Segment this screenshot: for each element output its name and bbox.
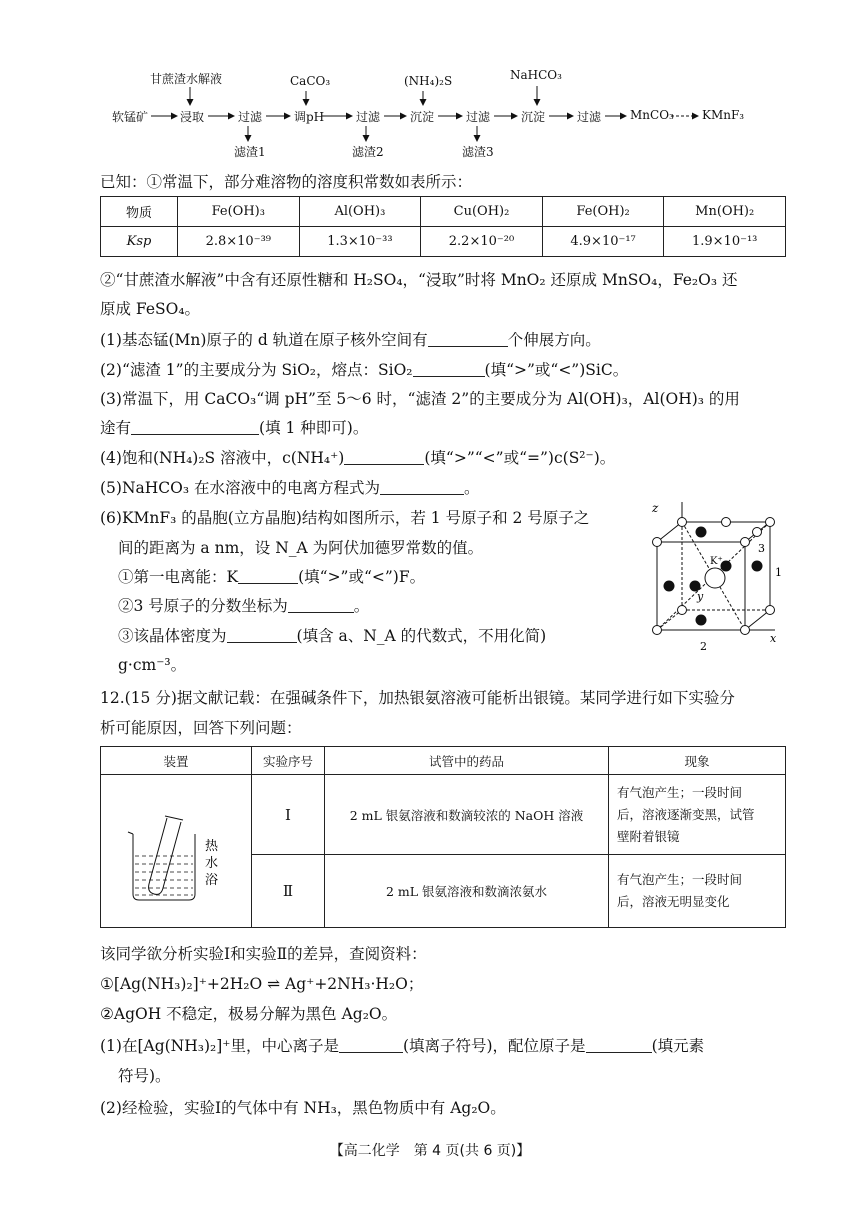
q12-sub1-text: (1)在[Ag(NH₃)₂]⁺里，中心离子是 xyxy=(100,1037,339,1055)
question-6-sub1-text: ①第一电离能：K xyxy=(118,568,239,586)
question-6-sub2 xyxy=(118,594,369,616)
flow-residue-1: 滤渣1 xyxy=(234,145,266,159)
flow-step-kmnf3: KMnF₃ xyxy=(702,108,745,122)
question-6-line2: 间的距离为 a nm，设 N_A 为阿伏加德罗常数的值。 xyxy=(118,539,484,557)
experiment-table xyxy=(100,746,786,928)
question-6-sub1-tail: (填“>”或“<”)F。 xyxy=(298,568,426,586)
question-1 xyxy=(100,328,601,350)
q12-sub1-line1 xyxy=(100,1034,704,1056)
question-4-tail: (填“>”“<”或“=”)c(S²⁻)。 xyxy=(424,449,616,467)
ksp-substance: Cu(OH)₂ xyxy=(421,197,543,227)
question-6-sub3 xyxy=(118,624,546,646)
exp-phenomenon xyxy=(609,854,786,927)
exp-reagents: 2 mL 银氨溶液和数滴浓氨水 xyxy=(325,854,609,927)
answer-blank[interactable] xyxy=(413,362,485,377)
ksp-table xyxy=(100,196,786,257)
flow-step-ore: 软锰矿 xyxy=(112,110,149,124)
answer-blank[interactable] xyxy=(344,450,424,465)
phenomenon-line: 有气泡产生；一段时间 xyxy=(617,871,743,887)
analysis-intro: 该同学欲分析实验Ⅰ和实验Ⅱ的差异，查阅资料： xyxy=(100,945,427,963)
ksp-substance: Al(OH)₃ xyxy=(299,197,421,227)
exp-phenomenon xyxy=(609,775,786,854)
note-2-line2: 原成 FeSO₄。 xyxy=(100,300,201,318)
question-6-sub2-text: ②3 号原子的分数坐标为 xyxy=(118,597,288,615)
ksp-substance: Fe(OH)₂ xyxy=(542,197,664,227)
known-intro: 已知：①常温下，部分难溶物的溶度积常数如表所示： xyxy=(100,173,473,191)
atom-3-label: 3 xyxy=(758,542,765,555)
question-1-tail: 个伸展方向。 xyxy=(507,331,601,349)
ksp-value: 2.8×10⁻³⁹ xyxy=(178,227,300,257)
question-6-sub2-tail: 。 xyxy=(353,597,370,615)
axis-y-label: y xyxy=(697,590,704,603)
question-3-tail: (填 1 种即可)。 xyxy=(259,419,369,437)
exp-id: Ⅱ xyxy=(252,854,325,927)
axis-z-label: z xyxy=(652,501,659,515)
flow-step-filter4: 过滤 xyxy=(577,110,602,124)
flow-step-filter1: 过滤 xyxy=(238,110,263,124)
question-6-unit: g·cm⁻³。 xyxy=(118,656,187,674)
atom-1-label: 1 xyxy=(775,566,782,579)
question-3-line2 xyxy=(100,416,368,438)
question-2 xyxy=(100,358,628,380)
col-header-exp-no: 实验序号 xyxy=(252,747,325,775)
flow-reagent-bagasse: 甘蔗渣水解液 xyxy=(150,72,223,86)
question-6-sub1 xyxy=(118,565,425,587)
flow-reagent-caco3: CaCO₃ xyxy=(290,74,331,88)
axis-x-label: x xyxy=(770,632,777,645)
ksp-value: 1.9×10⁻¹³ xyxy=(664,227,786,257)
ksp-header-ksp: Ksp xyxy=(101,227,178,257)
question-12-line2: 析可能原因，回答下列问题： xyxy=(100,719,302,737)
question-6-sub3-text: ③该晶体密度为 xyxy=(118,627,227,645)
reference-equation: ①[Ag(NH₃)₂]⁺+2H₂O ⇌ Ag⁺+2NH₃·H₂O； xyxy=(100,975,424,993)
flow-residue-2: 滤渣2 xyxy=(352,145,384,159)
ksp-substance: Fe(OH)₃ xyxy=(178,197,300,227)
ksp-value: 1.3×10⁻³³ xyxy=(299,227,421,257)
answer-blank[interactable] xyxy=(227,628,297,643)
flow-step-leach: 浸取 xyxy=(180,110,205,124)
bath-label-char: 水 xyxy=(205,856,219,872)
answer-blank[interactable] xyxy=(586,1038,652,1053)
page-footer: 【高二化学 第 4 页(共 6 页)】 xyxy=(329,1143,531,1159)
exp-id: Ⅰ xyxy=(252,775,325,854)
question-5 xyxy=(100,476,480,498)
question-2-text: (2)“滤渣 1”的主要成分为 SiO₂，熔点：SiO₂ xyxy=(100,361,413,379)
question-4-text: (4)饱和(NH₄)₂S 溶液中，c(NH₄⁺) xyxy=(100,449,345,467)
answer-blank[interactable] xyxy=(380,480,464,495)
bath-label-char: 浴 xyxy=(205,873,219,889)
flow-step-filter2: 过滤 xyxy=(356,110,381,124)
phenomenon-line: 后，溶液无明显变化 xyxy=(617,893,730,909)
reference-fact: ②AgOH 不稳定，极易分解为黑色 Ag₂O。 xyxy=(100,1005,398,1023)
ksp-value: 4.9×10⁻¹⁷ xyxy=(542,227,664,257)
question-2-tail: (填“>”或“<”)SiC。 xyxy=(484,361,629,379)
ksp-substance: Mn(OH)₂ xyxy=(664,197,786,227)
question-3-line1: (3)常温下，用 CaCO₃“调 pH”至 5～6 时，“滤渣 2”的主要成分为 Al(OH)₃，Al(OH)₃ 的用 xyxy=(100,390,740,408)
q12-sub1-mid: (填离子符号)，配位原子是 xyxy=(402,1037,586,1055)
answer-blank[interactable] xyxy=(238,569,298,584)
k-ion-label: K⁺ xyxy=(710,556,723,567)
q12-sub2: (2)经检验，实验Ⅰ的气体中有 NH₃，黑色物质中有 Ag₂O。 xyxy=(100,1099,506,1117)
exp-reagents: 2 mL 银氨溶液和数滴较浓的 NaOH 溶液 xyxy=(325,775,609,854)
question-3-text: 途有 xyxy=(100,419,132,437)
col-header-reagents: 试管中的药品 xyxy=(325,747,609,775)
question-5-tail: 。 xyxy=(464,479,480,497)
q12-sub1-tail: (填元素 xyxy=(651,1037,705,1055)
phenomenon-line: 壁附着银镜 xyxy=(617,828,680,844)
apparatus-cell xyxy=(101,775,252,928)
question-12-line1: 12.(15 分)据文献记载：在强碱条件下，加热银氨溶液可能析出银镜。某同学进行如下实验分 xyxy=(100,689,735,707)
question-5-text: (5)NaHCO₃ 在水溶液中的电离方程式为 xyxy=(100,479,380,497)
flow-step-precip1: 沉淀 xyxy=(410,110,435,124)
phenomenon-line: 有气泡产生；一段时间 xyxy=(617,784,743,800)
ksp-header-substance: 物质 xyxy=(101,197,178,227)
flow-step-mnco3: MnCO₃ xyxy=(630,108,674,122)
ksp-value: 2.2×10⁻²⁰ xyxy=(421,227,543,257)
flow-step-precip2: 沉淀 xyxy=(521,110,546,124)
flow-residue-3: 滤渣3 xyxy=(462,145,494,159)
flow-step-filter3: 过滤 xyxy=(466,110,491,124)
answer-blank[interactable] xyxy=(131,420,259,435)
flow-step-ph: 调pH xyxy=(294,110,325,124)
question-6-line1: (6)KMnF₃ 的晶胞(立方晶胞)结构如图所示，若 1 号原子和 2 号原子之 xyxy=(100,509,590,527)
flow-reagent-nh4s: (NH₄)₂S xyxy=(404,74,453,88)
col-header-apparatus: 装置 xyxy=(101,747,252,775)
flow-reagent-nahco3: NaHCO₃ xyxy=(510,68,562,82)
question-4 xyxy=(100,446,615,468)
answer-blank[interactable] xyxy=(288,598,354,613)
q12-sub1-line2: 符号)。 xyxy=(118,1067,171,1085)
crystal-cell-diagram xyxy=(640,500,790,660)
note-2-line1: ②“甘蔗渣水解液”中含有还原性糖和 H₂SO₄，“浸取”时将 MnO₂ 还原成 MnSO₄，Fe₂O₃ 还 xyxy=(100,271,738,289)
col-header-phenomenon: 现象 xyxy=(609,747,786,775)
question-1-text: (1)基态锰(Mn)原子的 d 轨道在原子核外空间有 xyxy=(100,331,428,349)
answer-blank[interactable] xyxy=(428,332,508,347)
phenomenon-line: 后，溶液逐渐变黑，试管 xyxy=(617,806,755,822)
bath-label-char: 热 xyxy=(205,839,219,855)
atom-2-label: 2 xyxy=(700,640,707,653)
hot-water-bath-diagram xyxy=(101,776,251,926)
flow-arrows xyxy=(0,0,860,170)
question-6-sub3-tail: (填含 a、N_A 的代数式，不用化简) xyxy=(296,627,547,645)
answer-blank[interactable] xyxy=(339,1038,403,1053)
